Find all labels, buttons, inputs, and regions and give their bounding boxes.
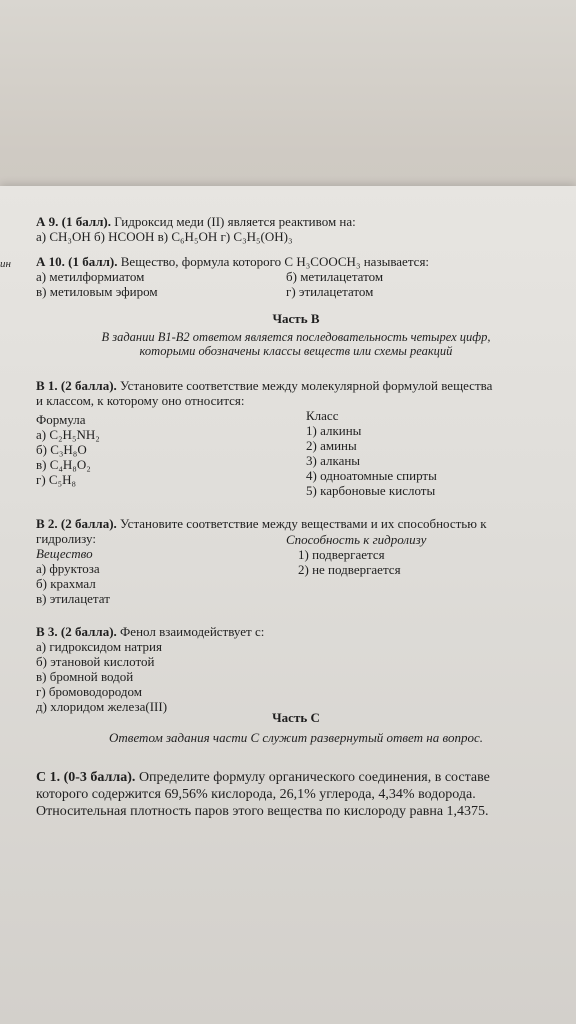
b1-class-2: 2) амины (306, 438, 357, 453)
question-b3 (36, 624, 556, 714)
b2-substance-column (36, 546, 286, 606)
b3-option-c: в) бромной водой (36, 669, 134, 684)
c1-line-2: которого содержится 69,56% кислорода, 26,1% углерода, 4,34% водорода. (36, 787, 476, 802)
b1-class-5: 5) карбоновые кислоты (306, 483, 436, 498)
a10-option-d: г) этилацетатом (286, 284, 374, 299)
b2-ability-2: 2) не подвергается (298, 562, 401, 577)
c1-line-3: Относительная плотность паров этого вещества по кислороду равна 1,4375. (36, 804, 489, 819)
question-c1 (36, 769, 556, 820)
question-a9 (36, 214, 556, 244)
b2-substance-a: а) фруктоза (36, 561, 100, 576)
b1-formula-b: б) С₃Н₈О (36, 442, 87, 457)
b2-substance-c: в) этилацетат (36, 591, 110, 606)
question-b1 (36, 378, 556, 498)
a10-option-b: б) метилацетатом (286, 269, 384, 284)
b2-hydrolysis-column (286, 532, 536, 606)
b1-formula-column (36, 408, 286, 498)
a9-title: А 9. (1 балл). (36, 214, 111, 229)
b3-option-a: а) гидроксидом натрия (36, 639, 162, 654)
a10-options (36, 269, 556, 299)
b2-left-header: Вещество (36, 546, 93, 561)
part-b-subtitle-1: В задании В1-В2 ответом является последовательность четырех цифр, (101, 330, 491, 344)
b1-formula-a: а) С₂Н₅NН₂ (36, 427, 100, 442)
a10-title: А 10. (1 балл). (36, 254, 118, 269)
b2-substance-b: б) крахмал (36, 576, 96, 591)
b1-formula-c: в) С₄Н₈О₂ (36, 457, 91, 472)
question-b2 (36, 516, 556, 606)
margin-text-fragment: ин (0, 258, 11, 270)
part-c-subtitle: Ответом задания части С служит развернутый ответ на вопрос. (109, 730, 483, 745)
b1-class-1: 1) алкины (306, 423, 362, 438)
b1-class-3: 3) алканы (306, 453, 361, 468)
b3-option-b: б) этановой кислотой (36, 654, 155, 669)
b1-question-1: Установите соответствие между молекулярной формулой вещества (116, 378, 493, 393)
a9-question: Гидроксид меди (II) является реактивом на: (111, 214, 356, 229)
document-content (36, 214, 556, 820)
b2-ability-1: 1) подвергается (298, 547, 385, 562)
part-c-heading: Часть С (272, 710, 320, 725)
a9-options: а) СН₃ОН б) НСООН в) С₆Н₅ОН г) С₃Н₅(ОН)₃ (36, 229, 293, 244)
b3-option-e: д) хлоридом железа(III) (36, 699, 168, 714)
a10-question: Вещество, формула которого С Н₃СООСН₃ называется: (117, 254, 430, 269)
b3-option-d: г) бромоводородом (36, 684, 143, 699)
b3-question: Фенол взаимодействует с: (116, 624, 265, 639)
a10-option-a: а) метилформиатом (36, 269, 145, 284)
b2-right-header: Способность к гидролизу (286, 532, 427, 547)
b1-class-4: 4) одноатомные спирты (306, 468, 437, 483)
question-a10 (36, 254, 556, 299)
part-b-heading: Часть В (272, 311, 320, 326)
a10-option-c: в) метиловым эфиром (36, 284, 158, 299)
b2-title: В 2. (2 балла). (36, 516, 117, 531)
b1-class-column (286, 408, 556, 498)
b1-question-2: и классом, к которому оно относится: (36, 393, 245, 408)
part-b-subtitle-2: которыми обозначены классы веществ или схемы реакций (139, 344, 453, 358)
b1-left-header: Формула (36, 412, 86, 427)
b1-formula-d: г) С₅Н₈ (36, 472, 77, 487)
b3-title: В 3. (2 балла). (36, 624, 117, 639)
c1-title: С 1. (0-3 балла). (36, 770, 136, 785)
b1-title: В 1. (2 балла). (36, 378, 117, 393)
b2-question-2: гидролизу: (36, 531, 96, 546)
b2-question-1: Установите соответствие между веществами и их способностью к (116, 516, 487, 531)
c1-line-1: Определите формулу органического соединения, в составе (135, 770, 490, 785)
b1-right-header: Класс (306, 408, 339, 423)
